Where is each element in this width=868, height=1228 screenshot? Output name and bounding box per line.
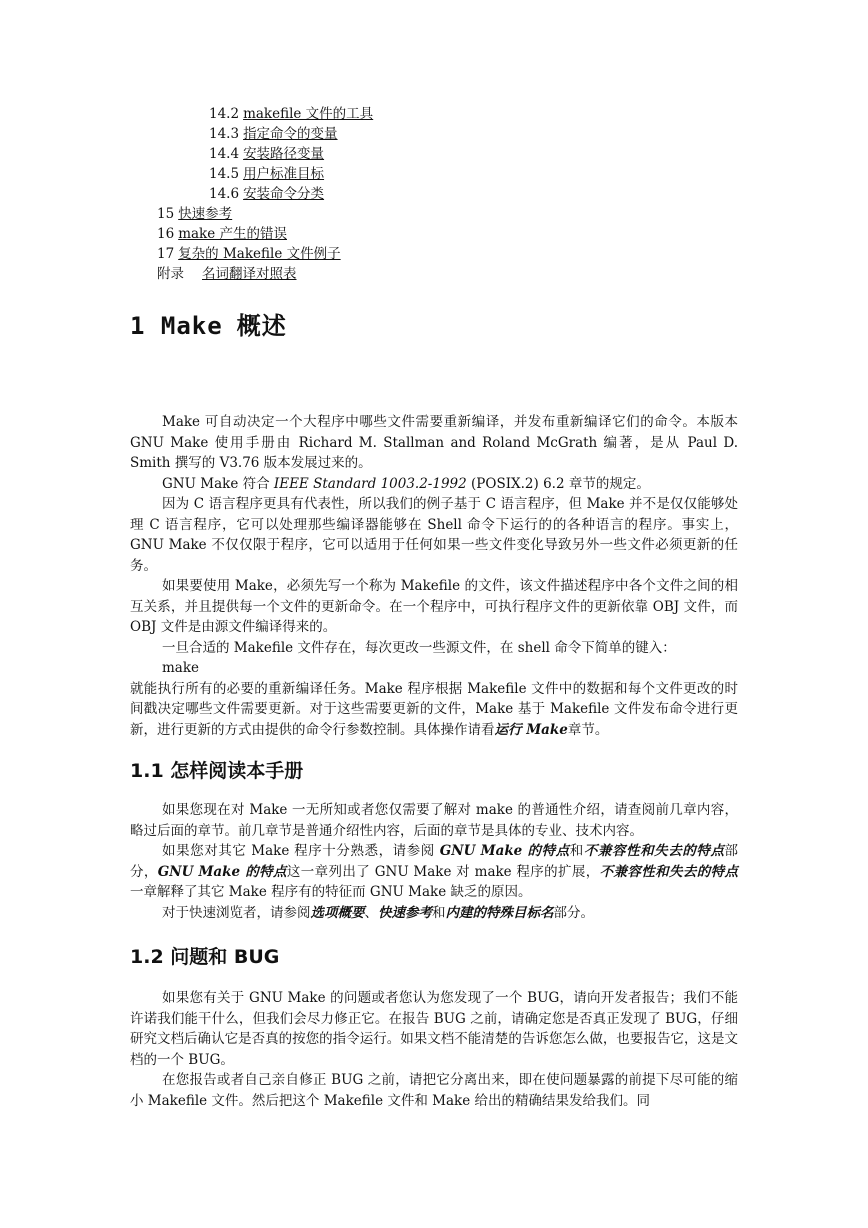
toc-item[interactable]	[157, 224, 287, 244]
toc-link[interactable]: 快速参考	[178, 206, 233, 222]
paragraph	[130, 841, 738, 903]
text-run: 和	[569, 843, 584, 859]
paragraph: 如果要使用 Make，必须先写一个称为 Makefile 的文件，该文件描述程序中各个文件之间的相互关系，并且提供每一个文件的更新命令。在一个程序中，可执行程序文件的更新依靠 OBJ 文件，而 OBJ 文件是由源文件编译得来的。	[130, 578, 738, 635]
toc-item[interactable]	[209, 164, 324, 184]
text-run: 就能执行所有的必要的重新编译任务。Make 程序根据 Makefile 文件中的数据和每个文件更改的时间戳决定哪些文件需要更新。对于这些需要更新的文件，Make 基于 Makefile 文件发布命令进行更新，进行更新的方式由提供的命令行参数控制。具体操作请看	[130, 680, 738, 738]
intro-section	[130, 412, 738, 740]
toc-number: 14.5	[209, 166, 240, 182]
cross-reference[interactable]: 运行 Make	[494, 721, 568, 738]
paragraph	[130, 679, 738, 741]
toc-item[interactable]	[209, 124, 338, 144]
toc-link[interactable]: 安装路径变量	[243, 146, 325, 162]
cross-reference[interactable]: 不兼容性和失去的特点	[583, 843, 725, 859]
toc-link[interactable]: 安装命令分类	[243, 186, 325, 202]
text-run: 部分，	[130, 843, 739, 880]
text-run: 章节。	[567, 721, 609, 738]
paragraph	[130, 474, 738, 495]
section-heading: 1.2 问题和 BUG	[130, 946, 280, 968]
toc-item[interactable]	[209, 184, 324, 204]
toc-number: 14.3	[209, 126, 240, 142]
text-run: 和	[432, 904, 446, 921]
toc-item[interactable]	[157, 204, 232, 224]
toc-number: 14.6	[209, 186, 240, 202]
toc-number: 16	[157, 226, 175, 242]
chapter-title	[130, 306, 287, 341]
chapter-title-text: 概述	[236, 312, 287, 340]
standard-name: IEEE Standard 1003.2-1992	[273, 475, 467, 492]
toc-link[interactable]: make 产生的错误	[178, 226, 287, 242]
toc-link[interactable]: 指定命令的变量	[243, 126, 338, 142]
toc-number: 14.2	[209, 106, 240, 122]
toc-link[interactable]: 用户标准目标	[243, 166, 325, 182]
toc-item[interactable]	[209, 144, 324, 164]
text-run: 、	[364, 904, 378, 921]
toc-number: 17	[157, 246, 175, 262]
section-1-1-body	[130, 800, 738, 923]
text-run: 这一章列出了 GNU Make 对 make 程序的扩展，	[286, 863, 600, 880]
paragraph	[130, 903, 738, 924]
text-run: (POSIX.2) 6.2 章节的规定。	[466, 475, 650, 492]
toc-item[interactable]	[157, 264, 297, 284]
text-run: GNU Make 符合	[162, 475, 274, 492]
text-run: 部分。	[553, 904, 594, 921]
chapter-number: 1 Make	[130, 312, 223, 340]
paragraph: 在您报告或者自己亲自修正 BUG 之前，请把它分离出来，即在使问题暴露的前提下尽可能的缩小 Makefile 文件。然后把这个 Makefile 文件和 Make 给出的精确结果发给我们。同	[130, 1072, 738, 1109]
toc-link[interactable]: makefile 文件的工具	[243, 106, 374, 122]
cross-reference[interactable]: 快速参考	[378, 904, 432, 921]
toc-link[interactable]: 名词翻译对照表	[202, 266, 297, 282]
toc-number: 附录	[157, 266, 184, 282]
paragraph: 一旦合适的 Makefile 文件存在，每次更改一些源文件，在 shell 命令下简单的键入：	[162, 639, 676, 656]
cross-reference[interactable]: 不兼容性和失去的特点	[599, 863, 739, 880]
paragraph: 如果您有关于 GNU Make 的问题或者您认为您发现了一个 BUG，请向开发者报告；我们不能许诺我们能干什么，但我们会尽力修正它。在报告 BUG 之前，请确定您是否真正发现了 BUG，仔细研究文档后确认它是否真的按您的指令运行。如果文档不能清楚的告诉您怎么做，也要报告它，这是文档的一个 BUG。	[130, 990, 738, 1068]
section-heading: 1.1 怎样阅读本手册	[130, 760, 304, 782]
cross-reference[interactable]: GNU Make 的特点	[157, 863, 287, 880]
command-example: make	[162, 660, 200, 676]
section-1-2-body	[130, 988, 738, 1111]
paragraph: Make 可自动决定一个大程序中哪些文件需要重新编译，并发布重新编译它们的命令。本版本 GNU Make 使用手册由 Richard M. Stallman and Roland McGrath 编著，是从 Paul D. Smith 撰写的 V3.76 版本发展过来的。	[130, 414, 738, 471]
text-run: 一章解释了其它 Make 程序有的特征而 GNU Make 缺乏的原因。	[130, 884, 532, 900]
cross-reference[interactable]: 内建的特殊目标名	[445, 904, 554, 921]
toc-item[interactable]	[157, 244, 341, 264]
text-run: 对于快速浏览者，请参阅	[162, 904, 311, 921]
text-run: 如果您对其它 Make 程序十分熟悉，请参阅	[162, 843, 440, 859]
toc-item[interactable]	[209, 104, 373, 124]
cross-reference[interactable]: 选项概要	[310, 904, 365, 921]
paragraph: 如果您现在对 Make 一无所知或者您仅需要了解对 make 的普通性介绍，请查阅前几章内容，略过后面的章节。前几章节是普通介绍性内容，后面的章节是具体的专业、技术内容。	[130, 802, 738, 839]
toc-number: 14.4	[209, 146, 240, 162]
paragraph: 因为 C 语言程序更具有代表性，所以我们的例子基于 C 语言程序，但 Make 并不是仅仅能够处理 C 语言程序，它可以处理那些编译器能够在 Shell 命令下运行的的各种语言的程序。事实上，GNU Make 不仅仅限于程序，它可以适用于任何如果一些文件变化导致另外一些文件必须更新的任务。	[130, 496, 738, 574]
cross-reference[interactable]: GNU Make 的特点	[439, 843, 570, 859]
toc-number: 15	[157, 206, 175, 222]
toc-link[interactable]: 复杂的 Makefile 文件例子	[178, 246, 341, 262]
